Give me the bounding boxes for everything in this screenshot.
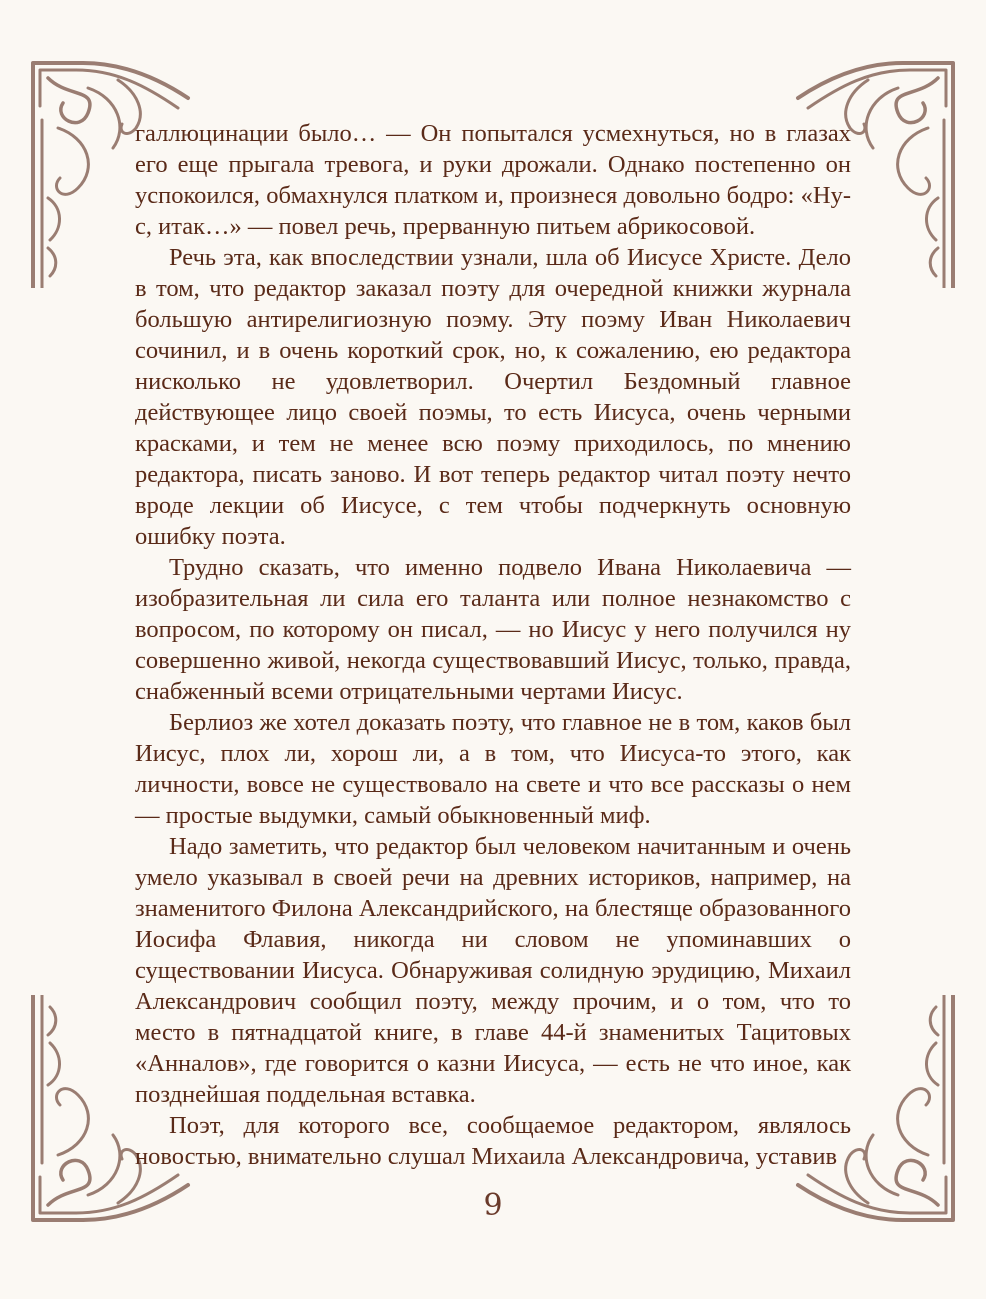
paragraph: Речь эта, как впоследствии узнали, шла об Иисусе Христе. Дело в том, что редактор заказал поэту для очередной книжки журнала большую антирелигиозную поэму. Эту поэму Иван Николаевич сочинил, и в очень короткий срок, но, к сожалению, ею редактора нисколько не удовлетворил. Очертил Бездомный главное действующее лицо своей поэмы, то есть Иисуса, очень черными красками, и тем не менее всю поэму приходилось, по мнению редактора, писать заново. И вот теперь редактор читал поэту нечто вроде лекции об Иисусе, с тем чтобы подчеркнуть основную ошибку поэта. <box>135 244 851 550</box>
paragraph: Берлиоз же хотел доказать поэту, что главное не в том, каков был Иисус, плох ли, хорош ли, а в том, что Иисуса-то этого, как личности, вовсе не существовало на свете и что все рассказы о нем — простые выдумки, самый обыкновенный миф. <box>135 709 851 829</box>
paragraph: галлюцинации было… — Он попытался усмехнуться, но в глазах его еще прыгала тревога, и руки дрожали. Однако постепенно он успокоился, обмахнулся платком и, произнеся довольно бодро: «Ну-с, итак…» — повел речь, прерванную питьем абрикосовой. <box>135 120 851 240</box>
page-number: 9 <box>483 1188 503 1223</box>
paragraph: Поэт, для которого все, сообщаемое редактором, являлось новостью, внимательно слушал Михаила Александровича, уставив <box>135 1112 851 1170</box>
body-text <box>135 118 851 1172</box>
paragraph: Надо заметить, что редактор был человеком начитанным и очень умело указывал в своей речи на древних историков, например, на знаменитого Филона Александрийского, на блестяще образованного Иосифа Флавия, никогда ни словом не упоминавших о существовании Иисуса. Обнаруживая солидную эрудицию, Михаил Александрович сообщил поэту, между прочим, и о том, что то место в пятнадцатой книге, в главе 44-й знаменитых Тацитовых «Анналов», где говорится о казни Иисуса, — есть не что иное, как позднейшая поддельная вставка. <box>135 833 851 1108</box>
paragraph: Трудно сказать, что именно подвело Ивана Николаевича — изобразительная ли сила его таланта или полное незнакомство с вопросом, по которому он писал, — но Иисус у него получился ну совершенно живой, некогда существовавший Иисус, только, правда, снабженный всеми отрицательными чертами Иисус. <box>135 554 851 705</box>
